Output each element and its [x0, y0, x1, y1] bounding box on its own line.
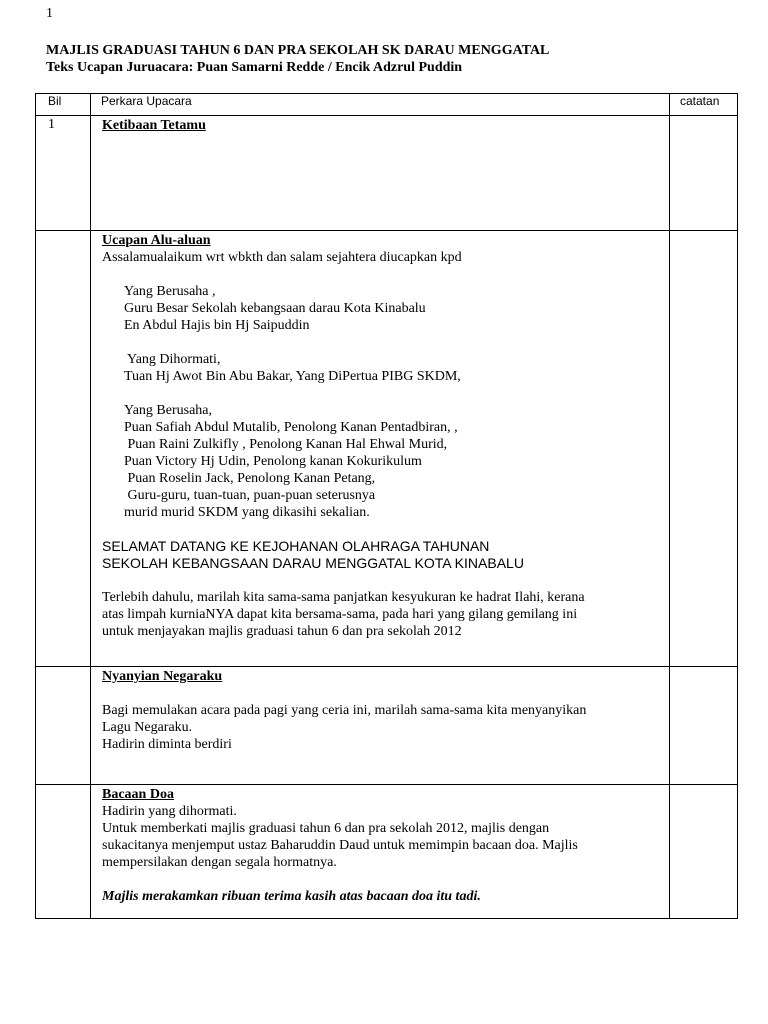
closing-remark: Majlis merakamkan ribuan terima kasih atas bacaan doa itu tadi.: [102, 889, 481, 904]
table-row: [36, 785, 738, 919]
notes-cell: [670, 667, 738, 785]
item-cell: [91, 116, 670, 231]
item-cell: [91, 785, 670, 919]
table-row: [36, 231, 738, 667]
notes-cell: [670, 116, 738, 231]
table-row: [36, 667, 738, 785]
greeting-line: Yang Dihormati,: [124, 352, 221, 367]
section-heading-bacaan-doa: Bacaan Doa: [102, 787, 174, 802]
greeting-line: Tuan Hj Awot Bin Abu Bakar, Yang DiPertua PIBG SKDM,: [124, 369, 461, 384]
row-number: 1: [36, 116, 91, 231]
program-table: [35, 93, 738, 919]
row-number: [36, 785, 91, 919]
closing-line: Terlebih dahulu, marilah kita sama-sama panjatkan kesyukuran ke hadrat Ilahi, kerana: [102, 590, 585, 605]
document-title: MAJLIS GRADUASI TAHUN 6 DAN PRA SEKOLAH SK DARAU MENGGATAL: [46, 43, 550, 58]
table-row: [36, 116, 738, 231]
notes-cell: [670, 785, 738, 919]
header-perkara-upacara: Perkara Upacara: [91, 94, 670, 116]
body-line: mempersilakan dengan segala hormatnya.: [102, 855, 337, 870]
body-line: Lagu Negaraku.: [102, 720, 193, 735]
section-heading-ucapan-alu-aluan: Ucapan Alu-aluan: [102, 233, 211, 248]
welcome-line: SEKOLAH KEBANGSAAN DARAU MENGGATAL KOTA KINABALU: [102, 555, 524, 571]
body-line: Hadirin diminta berdiri: [102, 737, 232, 752]
greeting-intro: Assalamualaikum wrt wbkth dan salam sejahtera diucapkan kpd: [102, 250, 462, 265]
section-heading-nyanyian-negaraku: Nyanyian Negaraku: [102, 669, 223, 684]
body-line: Hadirin yang dihormati.: [102, 804, 237, 819]
greeting-line: Puan Roselin Jack, Penolong Kanan Petang,: [124, 471, 376, 486]
notes-cell: [670, 231, 738, 667]
closing-line: untuk menjayakan majlis graduasi tahun 6 dan pra sekolah 2012: [102, 624, 462, 639]
greeting-line: En Abdul Hajis bin Hj Saipuddin: [124, 318, 310, 333]
header-bil: Bil: [36, 94, 91, 116]
header-catatan: catatan: [670, 94, 738, 116]
row-number: [36, 667, 91, 785]
item-cell: [91, 231, 670, 667]
table-header-row: [36, 94, 738, 116]
welcome-line: SELAMAT DATANG KE KEJOHANAN OLAHRAGA TAHUNAN: [102, 538, 490, 554]
page-number: 1: [46, 6, 53, 21]
greeting-line: Puan Safiah Abdul Mutalib, Penolong Kanan Pentadbiran, ,: [124, 420, 458, 435]
greeting-line: Guru Besar Sekolah kebangsaan darau Kota Kinabalu: [124, 301, 426, 316]
greeting-line: Guru-guru, tuan-tuan, puan-puan seterusnya: [124, 488, 376, 503]
body-line: sukacitanya menjemput ustaz Baharuddin Daud untuk memimpin bacaan doa. Majlis: [102, 838, 578, 853]
document-subtitle: Teks Ucapan Juruacara: Puan Samarni Redde / Encik Adzrul Puddin: [46, 60, 463, 75]
body-line: Untuk memberkati majlis graduasi tahun 6 dan pra sekolah 2012, majlis dengan: [102, 821, 550, 836]
closing-line: atas limpah kurniaNYA dapat kita bersama-sama, pada hari yang gilang gemilang ini: [102, 607, 578, 622]
greeting-line: Puan Victory Hj Udin, Penolong kanan Kokurikulum: [124, 454, 422, 469]
row-number: [36, 231, 91, 667]
greeting-line: Yang Berusaha,: [124, 403, 213, 418]
body-line: Bagi memulakan acara pada pagi yang ceria ini, marilah sama-sama kita menyanyikan: [102, 703, 587, 718]
greeting-line: murid murid SKDM yang dikasihi sekalian.: [124, 505, 370, 520]
item-cell: [91, 667, 670, 785]
greeting-line: Yang Berusaha ,: [124, 284, 216, 299]
section-heading-ketibaan-tetamu: Ketibaan Tetamu: [102, 118, 206, 133]
greeting-line: Puan Raini Zulkifly , Penolong Kanan Hal Ehwal Murid,: [124, 437, 448, 452]
